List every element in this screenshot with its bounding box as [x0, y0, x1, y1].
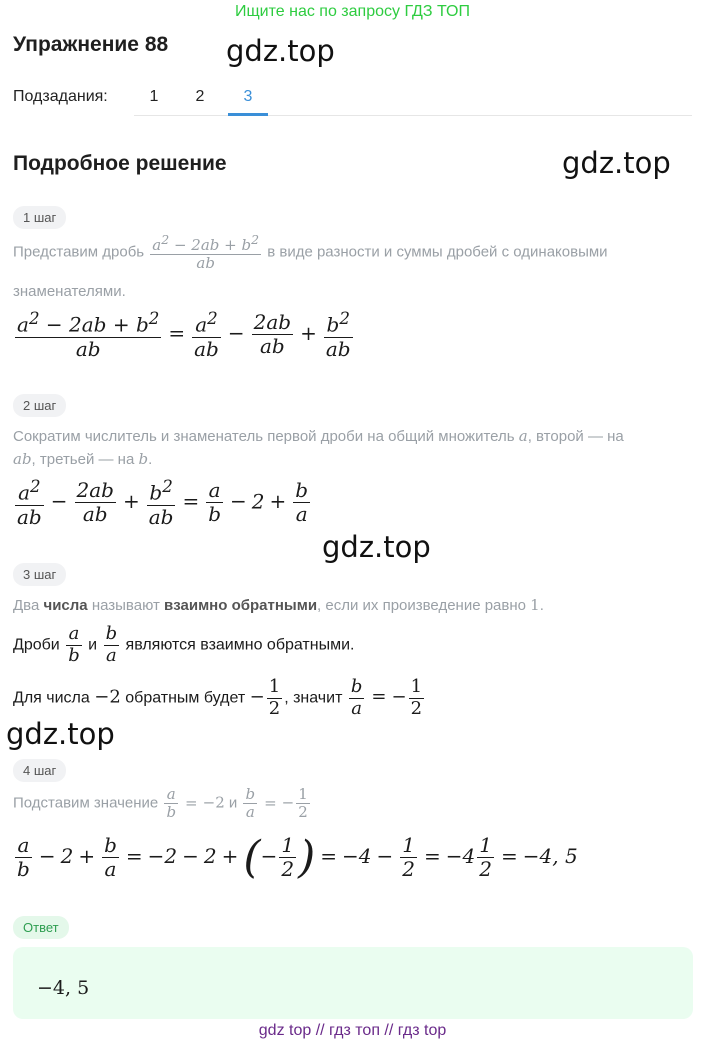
text: , значит [284, 689, 343, 707]
text: Подставим значение [13, 794, 159, 812]
answer-box [13, 947, 693, 1019]
solution-heading: Подробное решение [13, 152, 227, 175]
watermark: gdz.top [6, 717, 115, 751]
tabs-divider [134, 115, 692, 116]
step-2-formula: $\frac{a^2}{ab}$ − $\frac{2ab}{ab}$ + $\frac{b^2}{ab}$ = $\frac{a}{b}$ − 2 + $\frac{b}{a}$ [17, 477, 309, 529]
fraction: $\frac{b}{a}$ [245, 785, 256, 822]
tab-subtask-1[interactable]: 1 [149, 88, 159, 105]
watermark: gdz.top [226, 34, 335, 68]
text: и [88, 636, 98, 654]
text: Представим дробь [13, 243, 145, 261]
tab-subtask-2[interactable]: 2 [195, 88, 205, 105]
text: Для числа [13, 689, 90, 707]
text: . [148, 451, 153, 468]
answer-badge: Ответ [13, 916, 69, 939]
step-3-line3: Для числа −2 обратным будет − $\frac{1}{2}$ , значит $\frac{b}{a}$ = − $\frac{1}{2}$ [13, 676, 423, 719]
subtasks-label: Подзадания: [13, 88, 108, 105]
text: . [539, 597, 544, 614]
fraction: $\frac{b}{a}$ [105, 623, 118, 666]
text: , второй — на [527, 428, 624, 445]
active-tab-indicator [228, 113, 268, 116]
fraction: $\frac{b}{a}$ [295, 478, 309, 527]
step-badge: 1 шаг [13, 206, 66, 229]
fraction: $\frac{a^2}{ab}$ [17, 477, 42, 529]
step-4-formula: $\frac{a}{b}$ − 2 + $\frac{b}{a}$ = −2 − 2 + (− $\frac{1}{2}$ ) = −4 − $\frac{1}{2}$ = −4 $\frac{1}{2}$ = −4, 5 [17, 832, 578, 883]
fraction: $\frac{a^2 - 2ab + b^2}{ab}$ [152, 232, 260, 273]
text-bold: взаимно обратными [164, 597, 318, 614]
search-hint-link[interactable]: Ищите нас по запросу ГДЗ ТОП [235, 3, 470, 20]
step-3-line2 [13, 624, 354, 666]
fraction: $\frac{b^2}{ab}$ [148, 477, 174, 529]
fraction: $\frac{1}{2}$ [281, 833, 295, 881]
fraction: $\frac{1}{2}$ [268, 676, 281, 719]
text-bold: числа [43, 597, 88, 614]
fraction: $\frac{b}{a}$ [350, 676, 363, 719]
step-badge: 4 шаг [13, 759, 66, 782]
watermark: gdz.top [322, 530, 431, 564]
fraction: $\frac{b^2}{ab}$ [325, 309, 351, 361]
step-1-formula: $\frac{a^2 - 2ab + b^2}{ab}$ = $\frac{a^2}{ab}$ − $\frac{2ab}{ab}$ + $\frac{b^2}{ab}$ [17, 309, 351, 361]
fraction: $\frac{1}{2}$ [479, 833, 492, 881]
fraction: $\frac{a}{b}$ [208, 478, 222, 527]
step-badge: 3 шаг [13, 563, 66, 586]
fraction: $\frac{2ab}{ab}$ [253, 310, 292, 359]
page-title: Упражнение 88 [13, 33, 169, 56]
text: Два [13, 597, 40, 614]
text: Дроби [13, 636, 60, 654]
fraction: $\frac{b}{a}$ [104, 833, 117, 881]
fraction: $\frac{1}{2}$ [402, 833, 415, 881]
text: называют [91, 597, 160, 614]
footer-links[interactable]: gdz top // гдз топ // гдз top [258, 1022, 447, 1039]
text: обратным будет [125, 689, 246, 707]
fraction: $\frac{a}{b}$ [68, 623, 80, 666]
text: в виде разности и суммы дробей с одинаковыми [267, 243, 608, 261]
fraction: $\frac{1}{2}$ [298, 785, 308, 822]
step-2-text [13, 427, 624, 445]
number: −2 [94, 686, 121, 708]
text: Сократим числитель и знаменатель первой дроби на общий множитель [13, 428, 515, 445]
text: и [228, 794, 238, 812]
step-4-text: Подставим значение $\frac{a}{b}$ = −2 и $\frac{b}{a}$ = − $\frac{1}{2}$ [13, 785, 308, 822]
step-badge: 2 шаг [13, 394, 66, 417]
text: , если их произведение равно [317, 597, 526, 614]
fraction: $\frac{a^2 - 2ab + b^2}{ab}$ [17, 309, 160, 361]
fraction: $\frac{1}{2}$ [410, 676, 423, 719]
fraction: $\frac{a}{b}$ [17, 833, 30, 881]
answer-value: −4, 5 [37, 977, 90, 999]
tab-subtask-3[interactable]: 3 [243, 88, 253, 105]
variable: a [518, 427, 528, 445]
number: 1 [530, 596, 540, 614]
fraction: $\frac{a^2}{ab}$ [194, 309, 219, 361]
variable: ab [13, 450, 32, 468]
variable: b [138, 450, 149, 468]
fraction: $\frac{a}{b}$ [166, 785, 177, 822]
step-1-text [13, 233, 608, 273]
step-1-text-line2: знаменателями. [13, 283, 126, 300]
text: являются взаимно обратными. [125, 636, 355, 654]
fraction: $\frac{2ab}{ab}$ [76, 478, 114, 527]
step-2-text-line2 [13, 450, 152, 468]
watermark: gdz.top [562, 146, 671, 180]
text: , третьей — на [31, 451, 135, 468]
step-3-definition [13, 596, 544, 614]
